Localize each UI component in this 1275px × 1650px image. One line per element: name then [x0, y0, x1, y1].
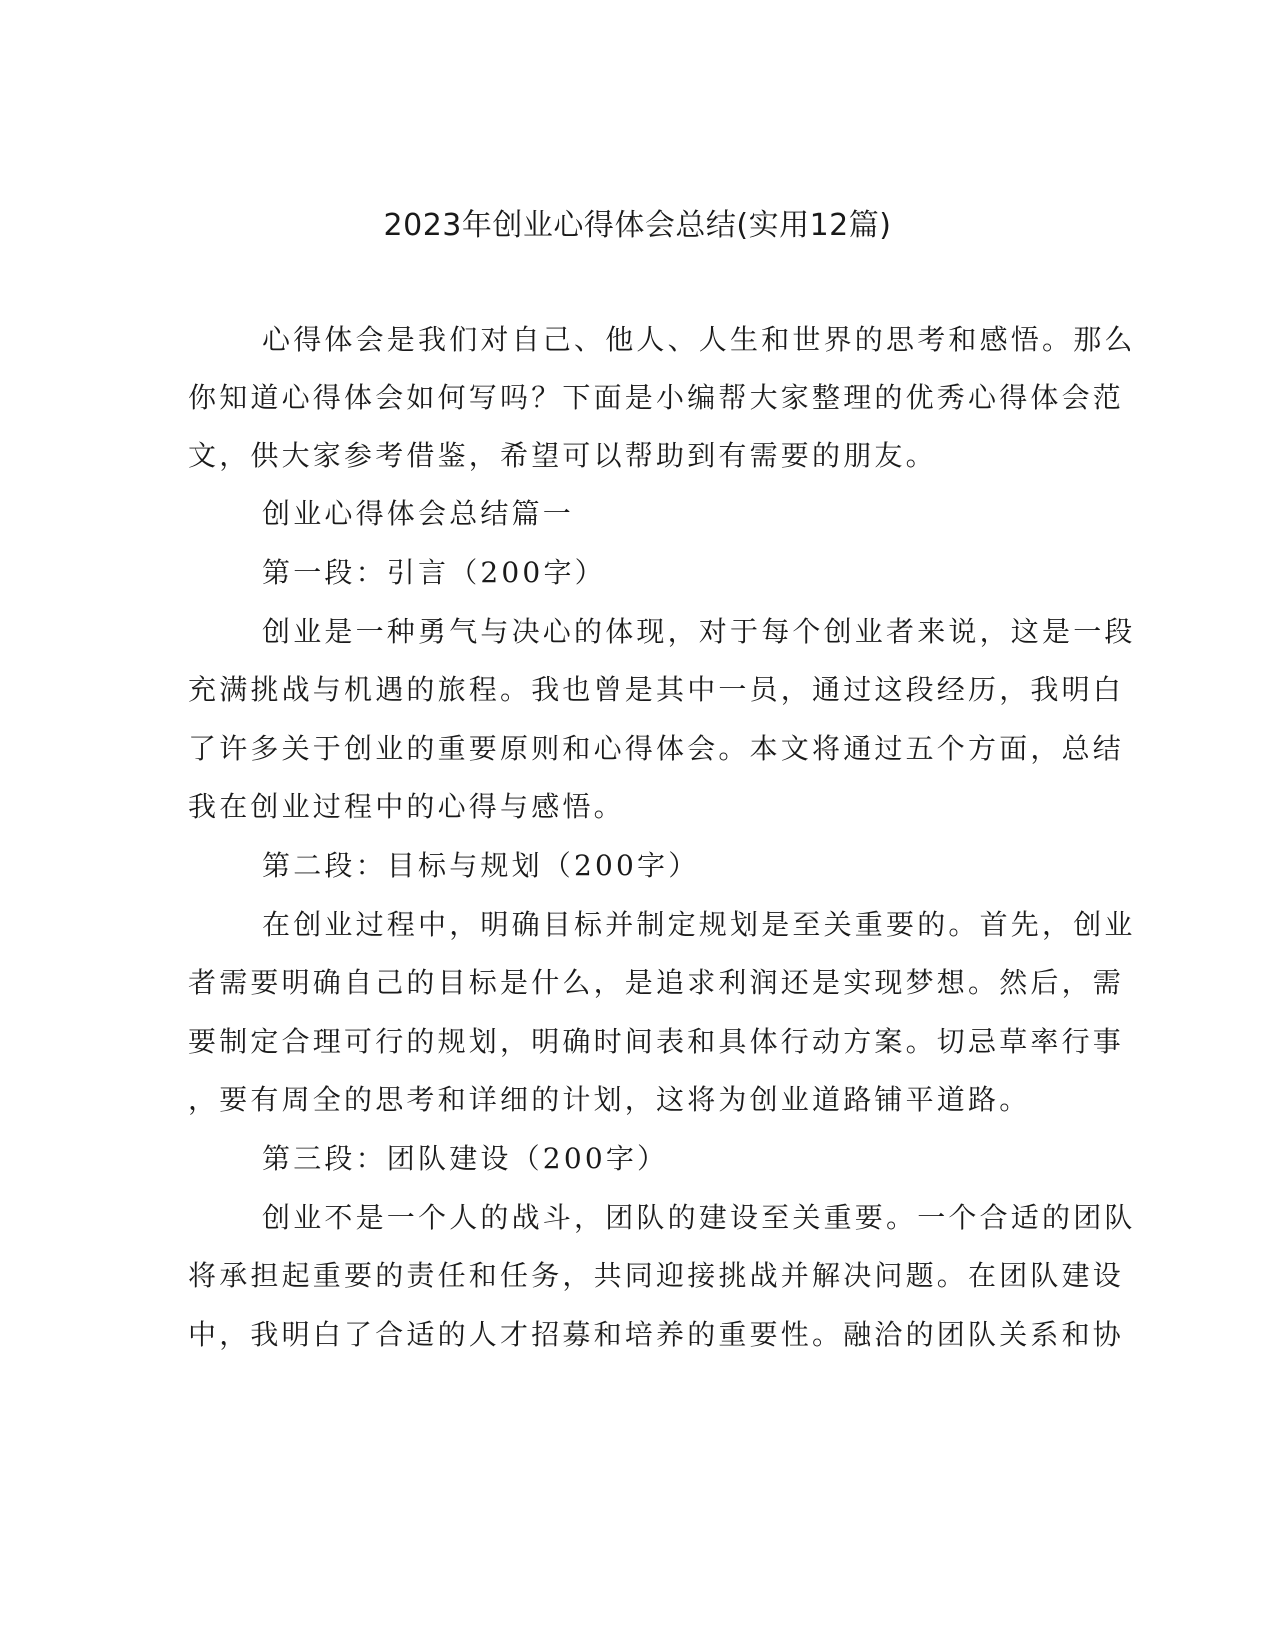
section-heading: 第一段：引言（200字）	[262, 556, 606, 589]
paragraph-line: 充满挑战与机遇的旅程。我也曾是其中一员，通过这段经历，我明白	[188, 673, 1125, 706]
section-heading: 第二段：目标与规划（200字）	[262, 849, 700, 882]
paragraph-line: 你知道心得体会如何写吗？下面是小编帮大家整理的优秀心得体会范	[188, 381, 1125, 414]
paragraph-line: 创业是一种勇气与决心的体现，对于每个创业者来说，这是一段	[262, 615, 1136, 648]
paragraph-line: 要制定合理可行的规划，明确时间表和具体行动方案。切忌草率行事	[188, 1025, 1125, 1058]
paragraph-line: 心得体会是我们对自己、他人、人生和世界的思考和感悟。那么	[262, 323, 1136, 356]
paragraph-line: 中，我明白了合适的人才招募和培养的重要性。融洽的团队关系和协	[188, 1318, 1125, 1351]
section-heading: 创业心得体会总结篇一	[262, 497, 575, 530]
paragraph-line: 我在创业过程中的心得与感悟。	[188, 790, 625, 823]
paragraph-line: ，要有周全的思考和详细的计划，这将为创业道路铺平道路。	[188, 1083, 1031, 1116]
paragraph-line: 了许多关于创业的重要原则和心得体会。本文将通过五个方面，总结	[188, 732, 1125, 765]
paragraph-line: 者需要明确自己的目标是什么，是追求利润还是实现梦想。然后，需	[188, 966, 1125, 999]
paragraph-line: 文，供大家参考借鉴，希望可以帮助到有需要的朋友。	[188, 439, 937, 472]
section-heading: 第三段：团队建设（200字）	[262, 1142, 669, 1175]
paragraph-line: 在创业过程中，明确目标并制定规划是至关重要的。首先，创业	[262, 908, 1136, 941]
paragraph-line: 将承担起重要的责任和任务，共同迎接挑战并解决问题。在团队建设	[188, 1259, 1125, 1292]
document-title: 2023年创业心得体会总结(实用12篇)	[383, 208, 892, 243]
paragraph-line: 创业不是一个人的战斗，团队的建设至关重要。一个合适的团队	[262, 1201, 1136, 1234]
